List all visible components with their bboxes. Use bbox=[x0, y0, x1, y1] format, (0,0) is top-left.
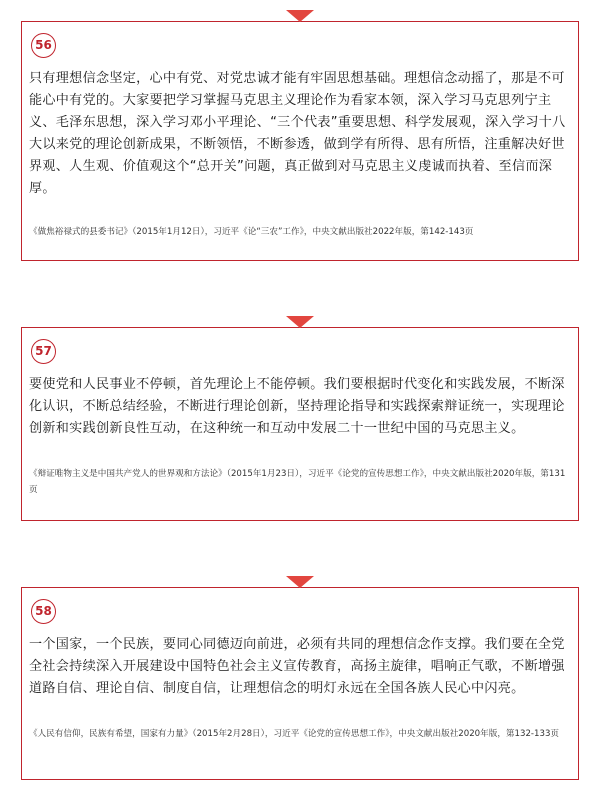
quote-card-58 bbox=[21, 587, 579, 780]
quote-number-badge: 58 bbox=[31, 599, 56, 624]
quote-source: 《人民有信仰，民族有希望，国家有力量》（2015年2月28日），习近平《论党的宣传思想工作》，中央文献出版社2020年版，第132-133页 bbox=[29, 729, 560, 739]
quote-text: 一个国家，一个民族，要同心同德迈向前进，必须有共同的理想信念作支撑。我们要在全党全社会持续深入开展建设中国特色社会主义宣传教育，高扬主旋律，唱响正气歌，不断增强道路自信、理论自信、制度自信，让理想信念的明灯永远在全国各族人民心中闪亮。 bbox=[29, 637, 565, 696]
quote-text: 只有理想信念坚定，心中有党、对党忠诚才能有牢固思想基础。理想信念动摇了，那是不可能心中有党的。大家要把学习掌握马克思主义理论作为看家本领，深入学习马克思列宁主义、毛泽东思想，深入学习邓小平理论、“三个代表”重要思想、科学发展观，深入学习十八大以来党的理论创新成果，不断领悟，不断参透，做到学有所得、思有所悟，注重解决好世界观、人生观、价值观这个“总开关”问题，真正做到对马克思主义虔诚而执着、至信而深厚。 bbox=[29, 71, 566, 196]
quote-card-57 bbox=[21, 327, 579, 521]
quote-source: 《辩证唯物主义是中国共产党人的世界观和方法论》（2015年1月23日），习近平《论党的宣传思想工作》，中央文献出版社2020年版，第131页 bbox=[29, 469, 566, 495]
quote-text: 要使党和人民事业不停顿，首先理论上不能停顿。我们要根据时代变化和实践发展，不断深化认识，不断总结经验，不断进行理论创新，坚持理论指导和实践探索辩证统一，实现理论创新和实践创新良性互动，在这种统一和互动中发展二十一世纪中国的马克思主义。 bbox=[29, 377, 565, 436]
down-arrow-icon bbox=[286, 316, 314, 328]
down-arrow-icon bbox=[286, 10, 314, 22]
quote-card-56 bbox=[21, 21, 579, 261]
quote-number-badge: 56 bbox=[31, 33, 56, 58]
quote-number-badge: 57 bbox=[31, 339, 56, 364]
quote-source: 《做焦裕禄式的县委书记》（2015年1月12日），习近平《论“三农”工作》，中央文献出版社2022年版，第142-143页 bbox=[29, 227, 474, 237]
down-arrow-icon bbox=[286, 576, 314, 588]
